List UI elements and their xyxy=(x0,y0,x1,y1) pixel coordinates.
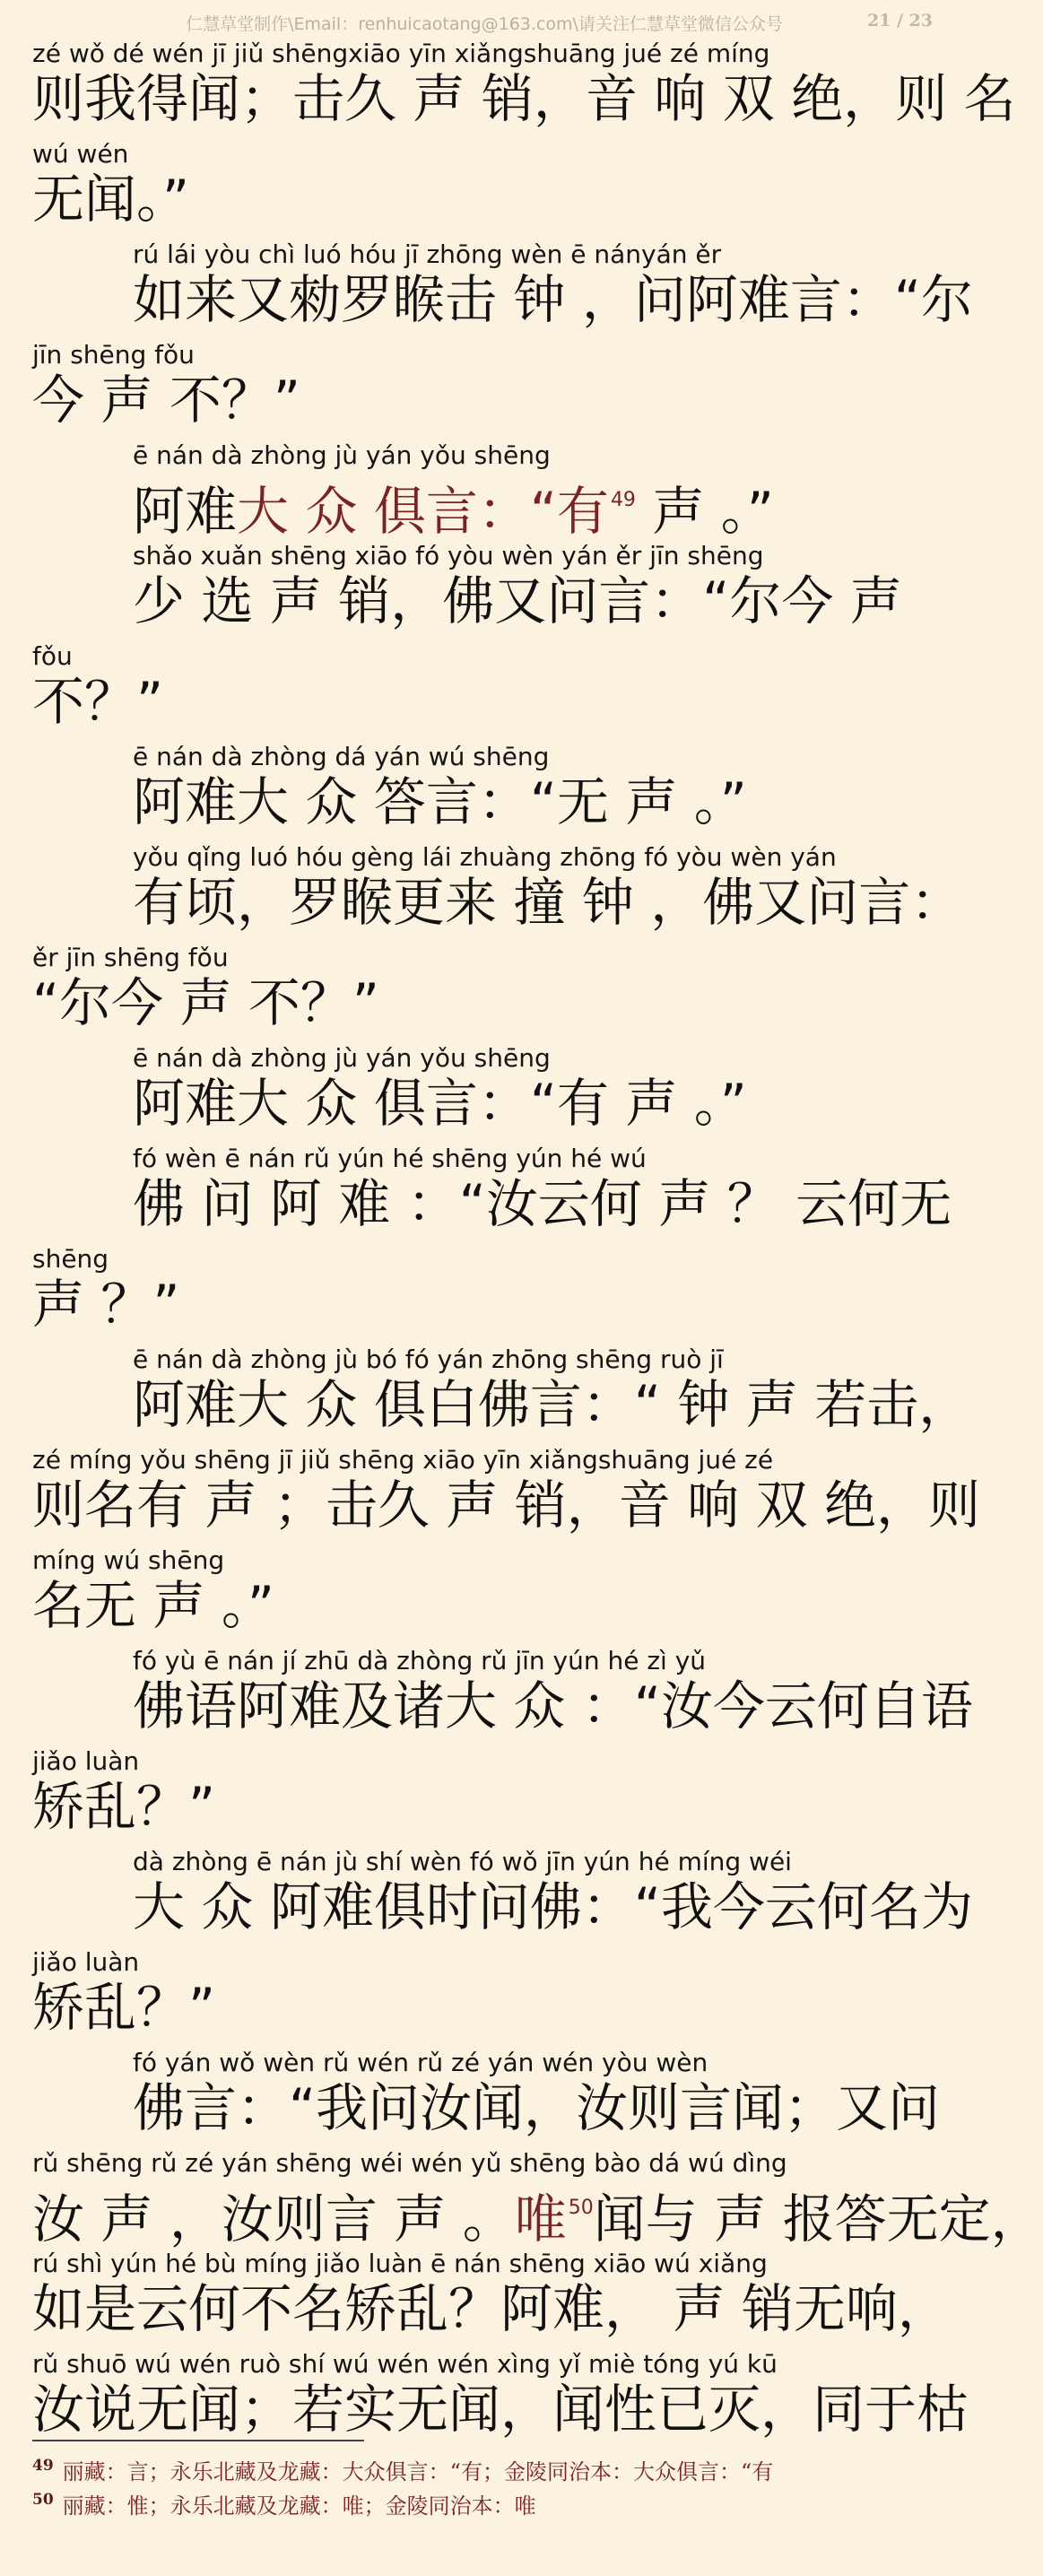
text-line xyxy=(0,639,969,739)
pinyin-line: fó yán wǒ wèn rǔ wén rǔ zé yán wén yòu wèn xyxy=(133,2048,708,2077)
text-line xyxy=(0,1342,969,1442)
pinyin-line: ē nán dà zhòng jù bó fó yán zhōng shēng ruò jī xyxy=(133,1345,724,1374)
footnote-marker[interactable]: 49 xyxy=(610,489,636,511)
hanzi-line: 名无 声 。” xyxy=(32,1575,274,1636)
footnote-49 xyxy=(32,2454,773,2485)
hanzi-line: 声 ？” xyxy=(32,1274,180,1335)
hanzi-segment: 闻与 声 报答无定， xyxy=(593,2189,1043,2250)
hanzi-line: 如是云何不名矫乱？阿难， 声 销无响， xyxy=(32,2278,950,2339)
text-line xyxy=(0,2346,969,2447)
hanzi-line: 有顷，罗睺更来 撞 钟 ，佛又问言： xyxy=(133,872,963,933)
page-header xyxy=(0,0,969,39)
text-line xyxy=(0,136,969,237)
hanzi-line: 今 声 不？” xyxy=(32,370,300,431)
pinyin-line: ē nán dà zhòng dá yán wú shēng xyxy=(133,742,550,771)
hanzi-line: 则我得闻；击久 声 销，音 响 双 绝，则 名 xyxy=(32,68,1016,129)
hanzi-line: 阿难大 众 俱白佛言：“ 钟 声 若击， xyxy=(133,1374,971,1435)
hanzi-line: 阿难大 众 俱言：“有 声 。” xyxy=(133,1073,747,1134)
text-line xyxy=(0,438,969,542)
pinyin-line: dà zhòng ē nán jù shí wèn fó wǒ jīn yún hé míng wéi xyxy=(133,1847,792,1876)
hanzi-line: 矫乱？” xyxy=(32,1776,216,1837)
hanzi-line: 佛 问 阿 难 ：“汝云何 声 ？ 云何无 xyxy=(133,1173,952,1234)
footnote-marker[interactable]: 50 xyxy=(568,2197,594,2219)
footnote-50 xyxy=(32,2488,536,2519)
footnote-text: 丽藏：言；永乐北藏及龙藏：大众俱言：“有；金陵同治本：大众俱言：“有 xyxy=(62,2459,774,2485)
hanzi-line xyxy=(32,2176,1043,2251)
hanzi-line xyxy=(133,468,936,544)
hanzi-line: 汝说无闻；若实无闻，闻性已灭，同于枯 xyxy=(32,2379,969,2440)
text-line xyxy=(0,1241,969,1342)
hanzi-line: 如来又勑罗睺击 钟 ，问阿难言：“尔 xyxy=(133,269,973,330)
pinyin-line: fǒu xyxy=(32,641,73,671)
watermark-text: 仁慧草堂制作\Email：renhuicaotang@163.com\请关注仁慧草堂微信公众号 xyxy=(186,14,783,34)
hanzi-line: 少 选 声 销，佛又问言：“尔今 声 xyxy=(133,570,902,631)
text-line xyxy=(0,237,973,337)
hanzi-line: 则名有 声 ；击久 声 销，音 响 双 绝，则 xyxy=(32,1475,981,1536)
text-line xyxy=(0,1945,969,2045)
pinyin-line: jīn shēng fǒu xyxy=(32,340,195,370)
hanzi-segment: 汝 声 ，汝则言 声 。 xyxy=(32,2189,515,2250)
hanzi-line: 矫乱？” xyxy=(32,1977,216,2038)
hanzi-line: “尔今 声 不？” xyxy=(32,972,379,1033)
text-line xyxy=(0,1844,973,1945)
text-line xyxy=(0,2246,969,2346)
footnote-number: 50 xyxy=(32,2491,54,2509)
pinyin-line: shǎo xuǎn shēng xiāo fó yòu wèn yán ěr jīn shēng xyxy=(133,541,764,570)
hanzi-line: 阿难大 众 答言：“无 声 。” xyxy=(133,771,747,832)
pinyin-line: fó wèn ē nán rǔ yún hé shēng yún hé wú xyxy=(133,1144,647,1173)
pinyin-line: zé wǒ dé wén jī jiǔ shēngxiāo yīn xiǎngshuāng jué zé míng xyxy=(32,39,770,68)
text-line xyxy=(0,1744,969,1844)
pinyin-line: rú shì yún hé bù míng jiǎo luàn ē nán shēng xiāo wú xiǎng xyxy=(32,2249,768,2278)
pinyin-line: míng wú shēng xyxy=(32,1545,225,1575)
hanzi-line: 无闻。” xyxy=(32,169,190,230)
text-line xyxy=(0,2145,1043,2250)
footnote-number: 49 xyxy=(32,2457,54,2475)
pinyin-line: ē nán dà zhòng jù yán yǒu shēng xyxy=(133,440,551,470)
text-line xyxy=(0,538,969,639)
pinyin-line: ěr jīn shēng fǒu xyxy=(32,943,229,972)
text-line xyxy=(0,940,969,1040)
hanzi-line: 大 众 阿难俱时问佛：“我今云何名为 xyxy=(133,1876,973,1937)
text-line xyxy=(0,36,1016,136)
pinyin-line: rú lái yòu chì luó hóu jī zhōng wèn ē nányán ěr xyxy=(133,239,722,269)
pinyin-line: shēng xyxy=(32,1244,109,1274)
pinyin-line: jiǎo luàn xyxy=(32,1947,140,1977)
pinyin-line: rǔ shēng rǔ zé yán shēng wéi wén yǔ shēng bào dá wú dìng xyxy=(32,2148,787,2178)
text-line xyxy=(0,1040,969,1141)
pinyin-line: zé míng yǒu shēng jī jiǔ shēng xiāo yīn xiǎngshuāng jué zé xyxy=(32,1445,774,1475)
hanzi-line: 佛语阿难及诸大 众 ：“汝今云何自语 xyxy=(133,1675,973,1736)
footnote-divider xyxy=(32,2440,364,2441)
hanzi-segment: 声 。” xyxy=(635,481,774,542)
text-line xyxy=(0,337,969,438)
hanzi-line: 佛言：“我问汝闻，汝则言闻；又问 xyxy=(133,2077,941,2138)
text-line xyxy=(0,1141,969,1241)
pinyin-line: yǒu qǐng luó hóu gèng lái zhuàng zhōng fó yòu wèn yán xyxy=(133,842,837,872)
text-line xyxy=(0,2045,969,2145)
text-line xyxy=(0,1442,981,1543)
annotated-variant-text: 唯 xyxy=(514,2189,567,2250)
pinyin-line: fó yù ē nán jí zhū dà zhòng rǔ jīn yún hé zì yǔ xyxy=(133,1646,707,1675)
footnote-text: 丽藏：惟；永乐北藏及龙藏：唯；金陵同治本：唯 xyxy=(62,2493,536,2519)
hanzi-line: 不？” xyxy=(32,671,164,732)
text-line xyxy=(0,739,969,840)
page-number: 21 / 23 xyxy=(866,11,933,30)
pinyin-line: rǔ shuō wú wén ruò shí wú wén wén xìng yǐ miè tóng yú kū xyxy=(32,2349,778,2379)
text-line xyxy=(0,840,969,940)
annotated-variant-text: 大 众 俱言：“有 xyxy=(237,481,609,542)
text-line xyxy=(0,1543,969,1643)
pinyin-line: ē nán dà zhòng jù yán yǒu shēng xyxy=(133,1043,551,1073)
pinyin-line: wú wén xyxy=(32,139,129,169)
hanzi-segment: 阿难 xyxy=(133,481,238,542)
pinyin-line: jiǎo luàn xyxy=(32,1746,140,1776)
text-line xyxy=(0,1643,973,1744)
scripture-text xyxy=(0,36,1043,2447)
